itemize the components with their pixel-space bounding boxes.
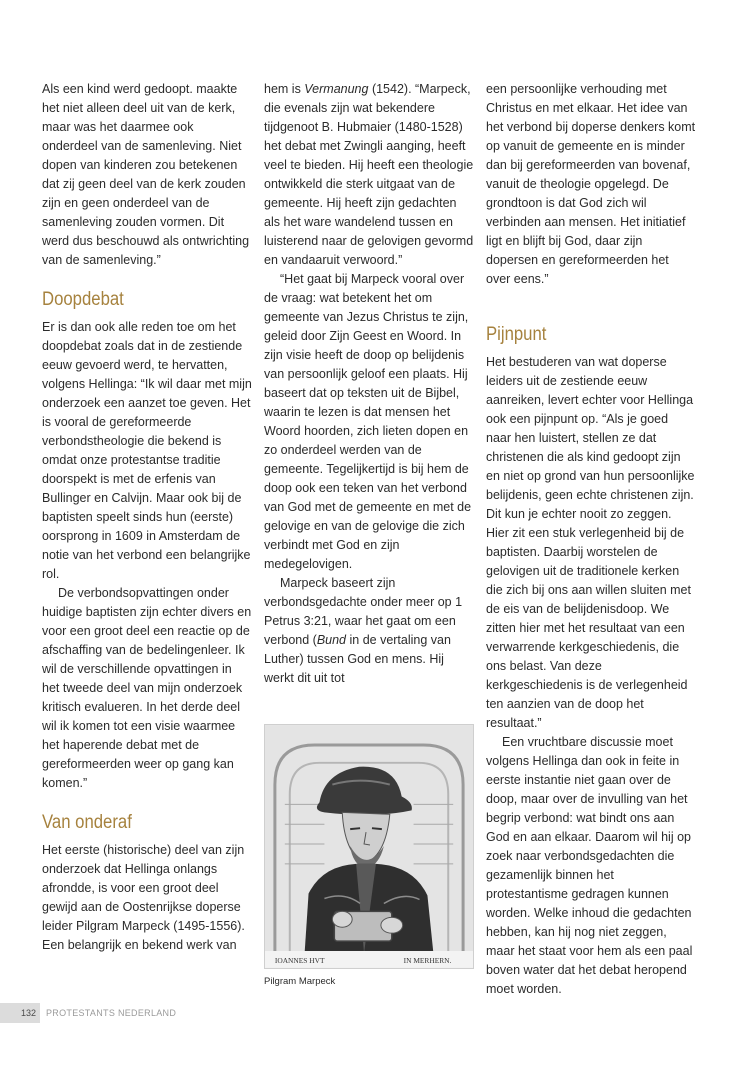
paragraph: De verbondsopvattingen onder huidige baptisten zijn echter divers en voor een groot deel een reactie op de afschaffing van de bedelingenleer. Ik wil de verschillende opvattingen in het tweede deel van mijn onderzoek kritisch evalueren. In het derde deel wil ik komen tot een visie waarmee het haperende debat met de gereformeerden weer op gang kan komen.”: [42, 586, 252, 790]
book-title: Vermanung: [304, 82, 369, 96]
paragraph: [264, 574, 474, 688]
page-number: 132: [0, 1003, 40, 1023]
paragraph: Het bestuderen van wat doperse leiders uit de zestiende eeuw aanreiken, levert echter voor Hellinga ook een pijnpunt op. “Als je goed naar hen luistert, stellen ze dat christenen die als kind gedoopt zijn en niet op grond van hun persoonlijke belijdenis, geen echte christenen zijn. Dit kun je echter nooit zo zeggen. Hier zit een stuk verlegenheid bij de baptisten. Daarbij worstelen de gelovigen uit de traditionele kerken die zich bij ons aan willen sluiten met de eis van de belijdenisdoop. We zitten hier met het resultaat van een verwarrende kerkgeschiedenis, die ons belast. Van deze kerkgeschiedenis is de verlegenheid ten aanzien van de doop het resultaat.”: [486, 355, 695, 730]
column-2: [264, 80, 474, 989]
text-run: Marpeck baseert zijn verbondsgedachte onder meer op 1 Petrus 3:21, waar het gaat om een verbond (: [264, 576, 463, 647]
text-run: in de vertaling van Luther) tussen God en mens. Hij werkt dit uit tot: [264, 633, 451, 685]
column-1: [42, 80, 252, 955]
paragraph: Er is dan ook alle reden toe om het doopdebat zoals dat in de zestiende eeuw gevoerd werd, te hervatten, volgens Hellinga: “Ik wil daar met mijn onderzoek een aanzet toe geven. Het is vooral de gereformeerde verbondstheologie die bekend is omdat onze protestantse traditie doorspekt is met de erfenis van Bullinger en Calvijn. Maar ook bij de baptisten speelt sinds hun (eerste) oorsprong in 1609 in Amsterdam de notie van het verbond een belangrijke rol.: [42, 320, 252, 581]
page-footer: [0, 1003, 176, 1023]
column-3: [486, 80, 696, 999]
portrait-inscription-left: IOANNES HVT: [274, 955, 325, 965]
paragraph: een persoonlijke verhouding met Christus en met elkaar. Het idee van het verbond bij doperse denkers komt op vanuit de gemeente en is minder dan bij gereformeerden van bovenaf, vanuit de theologie opgelegd. De grondtoon is dat God zich wil verbinden aan mensen. Het initiatief ligt en blijft bij God, daar zijn dopersen en gereformeerden het over eens.”: [486, 82, 696, 286]
paragraph: [264, 80, 474, 270]
publication-name: PROTESTANTS NEDERLAND: [46, 1008, 177, 1018]
term: Bund: [316, 633, 347, 647]
text-run: (1542). “Marpeck, die evenals zijn wat bekendere tijdgenoot B. Hubmaier (1480-1528) het debat met Zwingli aanging, heeft veel te bieden. Hij heeft een theologie ontwikkeld die sterk uitgaat van de gemeente. Hij heeft zijn gedachten als het ware wandelend tussen en luisterend naar de gelovigen gevormd en vandaaruit verwoord.”: [264, 82, 474, 267]
section-heading-pijnpunt: Pijnpunt: [486, 324, 547, 345]
section-heading-van-onderaf: Van onderaf: [42, 812, 132, 833]
portrait-engraving: [264, 724, 474, 969]
text-run: hem is: [264, 82, 305, 96]
image-caption: Pilgram Marpeck: [264, 976, 336, 987]
portrait-inscription-right: IN MERHERN.: [403, 955, 452, 965]
paragraph: Het eerste (historische) deel van zijn onderzoek dat Hellinga onlangs afrondde, is voor een groot deel gewijd aan de Oostenrijkse doperse leider Pilgram Marpeck (1495-1556). Een belangrijk en bekend werk van: [42, 843, 245, 952]
paragraph: Als een kind werd gedoopt. maakte het niet alleen deel uit van de kerk, maar was het daarmee ook onderdeel van de samenleving. Niet dopen van kinderen zou betekenen dat zij geen deel van de kerk zouden zijn en geen onderdeel van de samenleving zouden vormen. Dit werd dus beschouwd als ontwrichting van de samenleving.”: [42, 82, 250, 267]
paragraph: “Het gaat bij Marpeck vooral over de vraag: wat betekent het om gemeente van Jezus Christus te zijn, geleid door Zijn Geest en Woord. In zijn visie heeft de doop op belijdenis van persoonlijk geloof een plaats. Hij baseert dat op teksten uit de Bijbel, waarin te lezen is dat mensen het Woord hoorden, zich lieten dopen en zo onderdeel werden van de gemeente. Tegelijkertijd is bij hem de doop ook een teken van het verbond van God met de gemeente en met de gelovige en van de gelovige die zich verbindt met God en zijn medegelovigen.: [264, 272, 472, 571]
section-heading-doopdebat: Doopdebat: [42, 289, 124, 310]
paragraph: Een vruchtbare discussie moet volgens Hellinga dan ook in feite in eerste instantie niet gaan over de doop, maar over de invulling van het begrip verbond: wat bindt ons aan God en aan elkaar. Daarom wil hij op zoek naar verbondsgedachten die gezamenlijk binnen het protestantisme gedragen kunnen worden. Welke inhoud die gedachten hebben, kan hij nog niet zeggen, maar het staat voor hem als een paal boven water dat het debat heropend moet worden.: [486, 735, 693, 996]
